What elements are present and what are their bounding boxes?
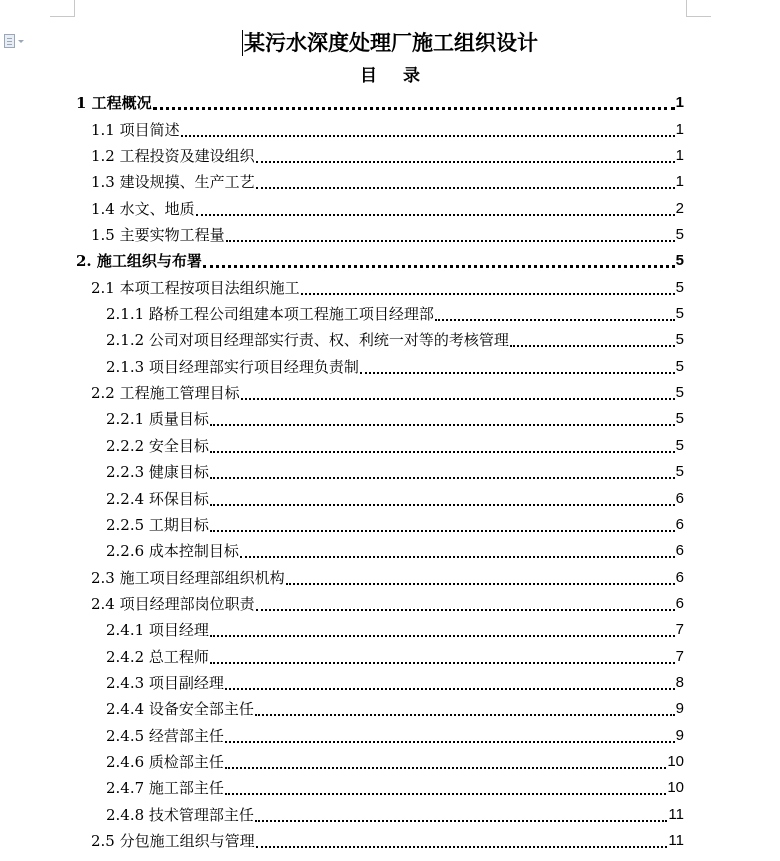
toc-entry-label: 1.5 主要实物工程量 bbox=[91, 226, 225, 245]
toc-entry-label: 2.4.7 施工部主任 bbox=[106, 779, 224, 798]
toc-entry-page-number: 1 bbox=[675, 120, 684, 138]
toc-entry-label: 2.2.3 健康目标 bbox=[106, 463, 209, 482]
toc-dot-leader bbox=[225, 767, 666, 769]
toc-entry-label: 2.2 工程施工管理目标 bbox=[91, 384, 240, 403]
text-cursor bbox=[242, 30, 243, 56]
toc-entry[interactable] bbox=[0, 195, 780, 221]
toc-entry[interactable] bbox=[0, 696, 780, 722]
toc-entry-page-number: 10 bbox=[667, 752, 684, 770]
toc-entry-page-number: 7 bbox=[675, 647, 684, 665]
toc-entry-label: 2.3 施工项目经理部组织机构 bbox=[91, 568, 285, 587]
toc-dot-leader bbox=[255, 820, 667, 822]
toc-entry-label: 2.1.3 项目经理部实行项目经理负责制 bbox=[106, 357, 359, 376]
toc-entry-page-number: 5 bbox=[675, 357, 684, 375]
toc-entry-page-number: 1 bbox=[675, 94, 684, 112]
toc-entry-page-number: 1 bbox=[675, 147, 684, 165]
toc-entry-page-number: 6 bbox=[675, 594, 684, 612]
toc-entry[interactable] bbox=[0, 248, 780, 274]
toc-entry[interactable] bbox=[0, 564, 780, 590]
toc-entry-page-number: 5 bbox=[675, 305, 684, 323]
toc-entry-label: 2.4.1 项目经理 bbox=[106, 621, 209, 640]
toc-heading: 目录 bbox=[360, 66, 446, 86]
toc-entry-label: 1.2 工程投资及建设组织 bbox=[91, 147, 255, 166]
toc-entry-page-number: 5 bbox=[675, 278, 684, 296]
toc-entry-page-number: 5 bbox=[675, 384, 684, 402]
toc-entry[interactable] bbox=[0, 301, 780, 327]
toc-dot-leader bbox=[225, 688, 675, 690]
toc-entry-page-number: 5 bbox=[675, 226, 684, 244]
toc-dot-leader bbox=[225, 793, 666, 795]
toc-entry[interactable] bbox=[0, 380, 780, 406]
toc-entry[interactable] bbox=[0, 801, 780, 827]
toc-dot-leader bbox=[360, 372, 675, 374]
toc-entry[interactable] bbox=[0, 828, 780, 854]
toc-entry-label: 2.2.1 质量目标 bbox=[106, 410, 209, 429]
toc-dot-leader bbox=[240, 556, 675, 558]
toc-entry-label: 1 工程概况 bbox=[76, 94, 152, 113]
toc-entry-label: 2.2.6 成本控制目标 bbox=[106, 542, 239, 561]
toc-entry[interactable] bbox=[0, 459, 780, 485]
toc-entry-page-number: 9 bbox=[675, 700, 684, 718]
toc-entry[interactable] bbox=[0, 116, 780, 142]
toc-entry[interactable] bbox=[0, 538, 780, 564]
toc-dot-leader bbox=[210, 477, 675, 479]
toc-entry-label: 2.4.8 技术管理部主任 bbox=[106, 805, 254, 824]
toc-entry-label: 2.1.2 公司对项目经理部实行责、权、利统一对等的考核管理 bbox=[106, 331, 509, 350]
toc-entry-page-number: 8 bbox=[675, 673, 684, 691]
toc-entry[interactable] bbox=[0, 406, 780, 432]
toc-entry-page-number: 5 bbox=[675, 410, 684, 428]
toc-entry[interactable] bbox=[0, 591, 780, 617]
toc-entry-label: 2.4.5 经营部主任 bbox=[106, 726, 224, 745]
toc-entry-label: 2.4.6 质检部主任 bbox=[106, 752, 224, 771]
toc-entry-page-number: 1 bbox=[675, 173, 684, 191]
toc-entry-page-number: 7 bbox=[675, 621, 684, 639]
toc-dot-leader bbox=[286, 583, 675, 585]
toc-entry-page-number: 11 bbox=[668, 831, 684, 849]
toc-entry[interactable] bbox=[0, 327, 780, 353]
toc-dot-leader bbox=[203, 265, 675, 268]
toc-entry-label: 2.2.4 环保目标 bbox=[106, 489, 209, 508]
toc-entry[interactable] bbox=[0, 90, 780, 116]
toc-entry[interactable] bbox=[0, 222, 780, 248]
toc-dot-leader bbox=[196, 214, 675, 216]
toc-entry[interactable] bbox=[0, 749, 780, 775]
toc-entry-label: 2.1 本项工程按项目法组织施工 bbox=[91, 278, 300, 297]
toc-entry[interactable] bbox=[0, 722, 780, 748]
toc-dot-leader bbox=[256, 161, 675, 163]
toc-entry-label: 1.3 建设规摸、生产工艺 bbox=[91, 173, 255, 192]
toc-dot-leader bbox=[181, 135, 675, 137]
toc-dot-leader bbox=[153, 107, 675, 110]
toc-entry[interactable] bbox=[0, 432, 780, 458]
toc-entry-page-number: 6 bbox=[675, 515, 684, 533]
toc-dot-leader bbox=[210, 504, 675, 506]
crop-mark-top-right bbox=[686, 0, 711, 17]
toc-dot-leader bbox=[210, 451, 675, 453]
toc-entry-page-number: 10 bbox=[667, 779, 684, 797]
toc-entry[interactable] bbox=[0, 143, 780, 169]
toc-entry-page-number: 2 bbox=[675, 199, 684, 217]
table-of-contents bbox=[0, 90, 780, 854]
toc-entry-page-number: 6 bbox=[675, 489, 684, 507]
document-title[interactable] bbox=[0, 29, 780, 57]
toc-entry-label: 2.1.1 路桥工程公司组建本项工程施工项目经理部 bbox=[106, 305, 434, 324]
toc-entry[interactable] bbox=[0, 512, 780, 538]
toc-dot-leader bbox=[241, 398, 675, 400]
toc-entry[interactable] bbox=[0, 617, 780, 643]
toc-entry-label: 1.1 项目简述 bbox=[91, 120, 180, 139]
toc-entry[interactable] bbox=[0, 485, 780, 511]
toc-entry[interactable] bbox=[0, 670, 780, 696]
toc-entry-page-number: 6 bbox=[675, 568, 684, 586]
toc-dot-leader bbox=[210, 635, 675, 637]
toc-entry-label: 2.4.3 项目副经理 bbox=[106, 673, 224, 692]
toc-entry-label: 2.2.5 工期目标 bbox=[106, 515, 209, 534]
toc-entry-label: 2.4.2 总工程师 bbox=[106, 647, 209, 666]
toc-entry-page-number: 5 bbox=[675, 436, 684, 454]
crop-mark-top-left bbox=[50, 0, 75, 17]
toc-dot-leader bbox=[510, 345, 675, 347]
toc-entry-page-number: 6 bbox=[675, 542, 684, 560]
toc-entry-page-number: 5 bbox=[675, 463, 684, 481]
toc-dot-leader bbox=[435, 319, 675, 321]
toc-dot-leader bbox=[256, 846, 668, 848]
toc-dot-leader bbox=[210, 530, 675, 532]
toc-dot-leader bbox=[301, 293, 675, 295]
toc-dot-leader bbox=[210, 424, 675, 426]
toc-dot-leader bbox=[256, 609, 675, 611]
toc-entry-label: 2.4 项目经理部岗位职责 bbox=[91, 594, 255, 613]
toc-entry[interactable] bbox=[0, 643, 780, 669]
toc-dot-leader bbox=[210, 662, 675, 664]
toc-entry-label: 1.4 水文、地质 bbox=[91, 199, 195, 218]
toc-dot-leader bbox=[255, 714, 675, 716]
toc-entry-page-number: 11 bbox=[668, 805, 684, 823]
toc-entry[interactable] bbox=[0, 169, 780, 195]
toc-entry[interactable] bbox=[0, 353, 780, 379]
toc-entry[interactable] bbox=[0, 274, 780, 300]
toc-entry-label: 2. 施工组织与布署 bbox=[76, 252, 202, 271]
toc-entry[interactable] bbox=[0, 775, 780, 801]
toc-dot-leader bbox=[225, 741, 675, 743]
document-title-text: 某污水深度处理厂施工组织设计 bbox=[244, 30, 538, 55]
toc-entry-label: 2.4.4 设备安全部主任 bbox=[106, 700, 254, 719]
toc-entry-label: 2.5 分包施工组织与管理 bbox=[91, 831, 255, 850]
toc-entry-page-number: 5 bbox=[675, 331, 684, 349]
toc-entry-page-number: 5 bbox=[675, 252, 684, 270]
toc-dot-leader bbox=[226, 240, 675, 242]
toc-entry-page-number: 9 bbox=[675, 726, 684, 744]
toc-dot-leader bbox=[256, 187, 675, 189]
toc-entry-label: 2.2.2 安全目标 bbox=[106, 436, 209, 455]
